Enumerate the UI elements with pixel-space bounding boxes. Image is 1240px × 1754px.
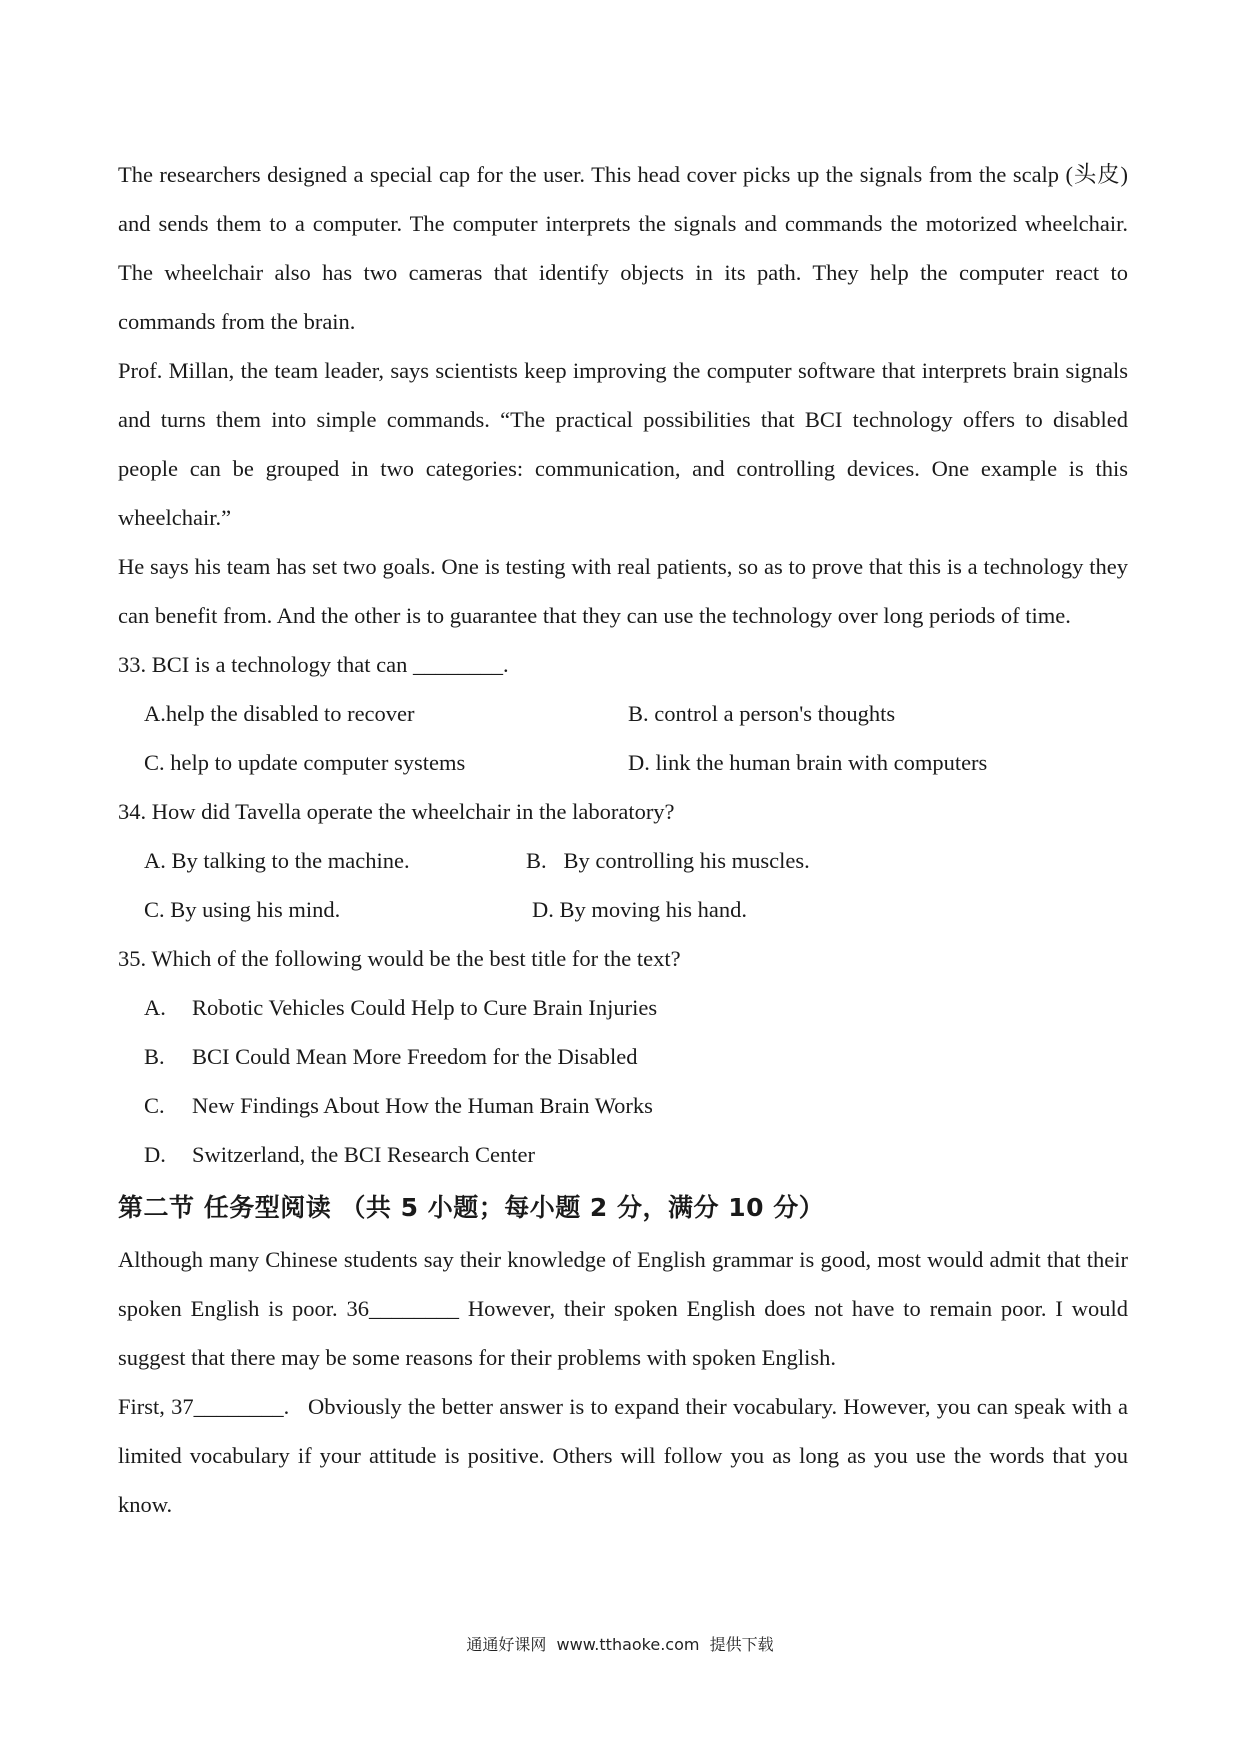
question-34-option-b: B. By controlling his muscles. [526,848,810,873]
option-letter: B. [144,1044,165,1069]
question-35-stem: 35. Which of the following would be the best title for the text? [118,946,681,971]
question-35-option-a [118,983,1128,1032]
option-text: Robotic Vehicles Could Help to Cure Brain Injuries [192,995,658,1020]
question-34-option-c: C. By using his mind. [144,897,341,922]
question-33-option-d: D. link the human brain with computers [628,750,988,775]
question-35 [118,934,1128,1179]
option-text: New Findings About How the Human Brain Works [192,1093,653,1118]
page-footer: 通通好课网 www.tthaoke.com 提供下载 [466,1635,774,1654]
document-page [118,150,1134,1529]
question-35-option-d [118,1130,1128,1179]
option-letter: D. [144,1142,166,1167]
question-34-option-a: A. By talking to the machine. [144,848,410,873]
option-letter: C. [144,1093,165,1118]
question-33-stem: 33. BCI is a technology that can ________. [118,652,509,677]
question-33-option-b: B. control a person's thoughts [628,701,896,726]
passage-paragraph-3: He says his team has set two goals. One is testing with real patients, so as to prove that this is a technology they can benefit from. And the other is to guarantee that they can use the technology over long periods of time. [118,554,1128,628]
question-34-stem: 34. How did Tavella operate the wheelchair in the laboratory? [118,799,675,824]
passage-paragraph-2: Prof. Millan, the team leader, says scientists keep improving the computer software that interprets brain signals and turns them into simple commands. “The practical possibilities that BCI technology offers to disabled people can be grouped in two categories: communication, and controlling devices. One example is this wheelchair.” [118,358,1128,530]
passage-paragraph-1: The researchers designed a special cap for the user. This head cover picks up the signals from the scalp (头皮) and sends them to a computer. The computer interprets the signals and commands the motorized wheelchair. The wheelchair also has two cameras that identify objects in its path. They help the computer react to commands from the brain. [118,162,1128,334]
question-34-options-row-1 [118,836,1128,885]
section-2-paragraph-2: First, 37________. Obviously the better answer is to expand their vocabulary. However, you can speak with a limited vocabulary if your attitude is positive. Others will follow you as long as you use the words that you know. [118,1394,1134,1517]
question-33-option-a: A.help the disabled to recover [144,701,415,726]
option-text: Switzerland, the BCI Research Center [192,1142,536,1167]
question-33-option-c: C. help to update computer systems [144,750,466,775]
section-2-heading: 第二节 任务型阅读 （共 5 小题；每小题 2 分，满分 10 分） [118,1193,825,1222]
question-35-option-b [118,1032,1128,1081]
option-letter: A. [144,995,166,1020]
section-2-paragraph-1: Although many Chinese students say their knowledge of English grammar is good, most would admit that their spoken English is poor. 36________ However, their spoken English does not have to remain poor. I would suggest that there may be some reasons for their problems with spoken English. [118,1247,1128,1370]
question-34 [118,787,1128,934]
question-34-options-row-2 [118,885,1128,934]
question-33-options-row-2 [118,738,1128,787]
question-35-option-c [118,1081,1128,1130]
question-34-option-d: D. By moving his hand. [532,897,748,922]
option-text: BCI Could Mean More Freedom for the Disabled [192,1044,638,1069]
question-33 [118,640,1128,787]
question-33-options-row-1 [118,689,1128,738]
